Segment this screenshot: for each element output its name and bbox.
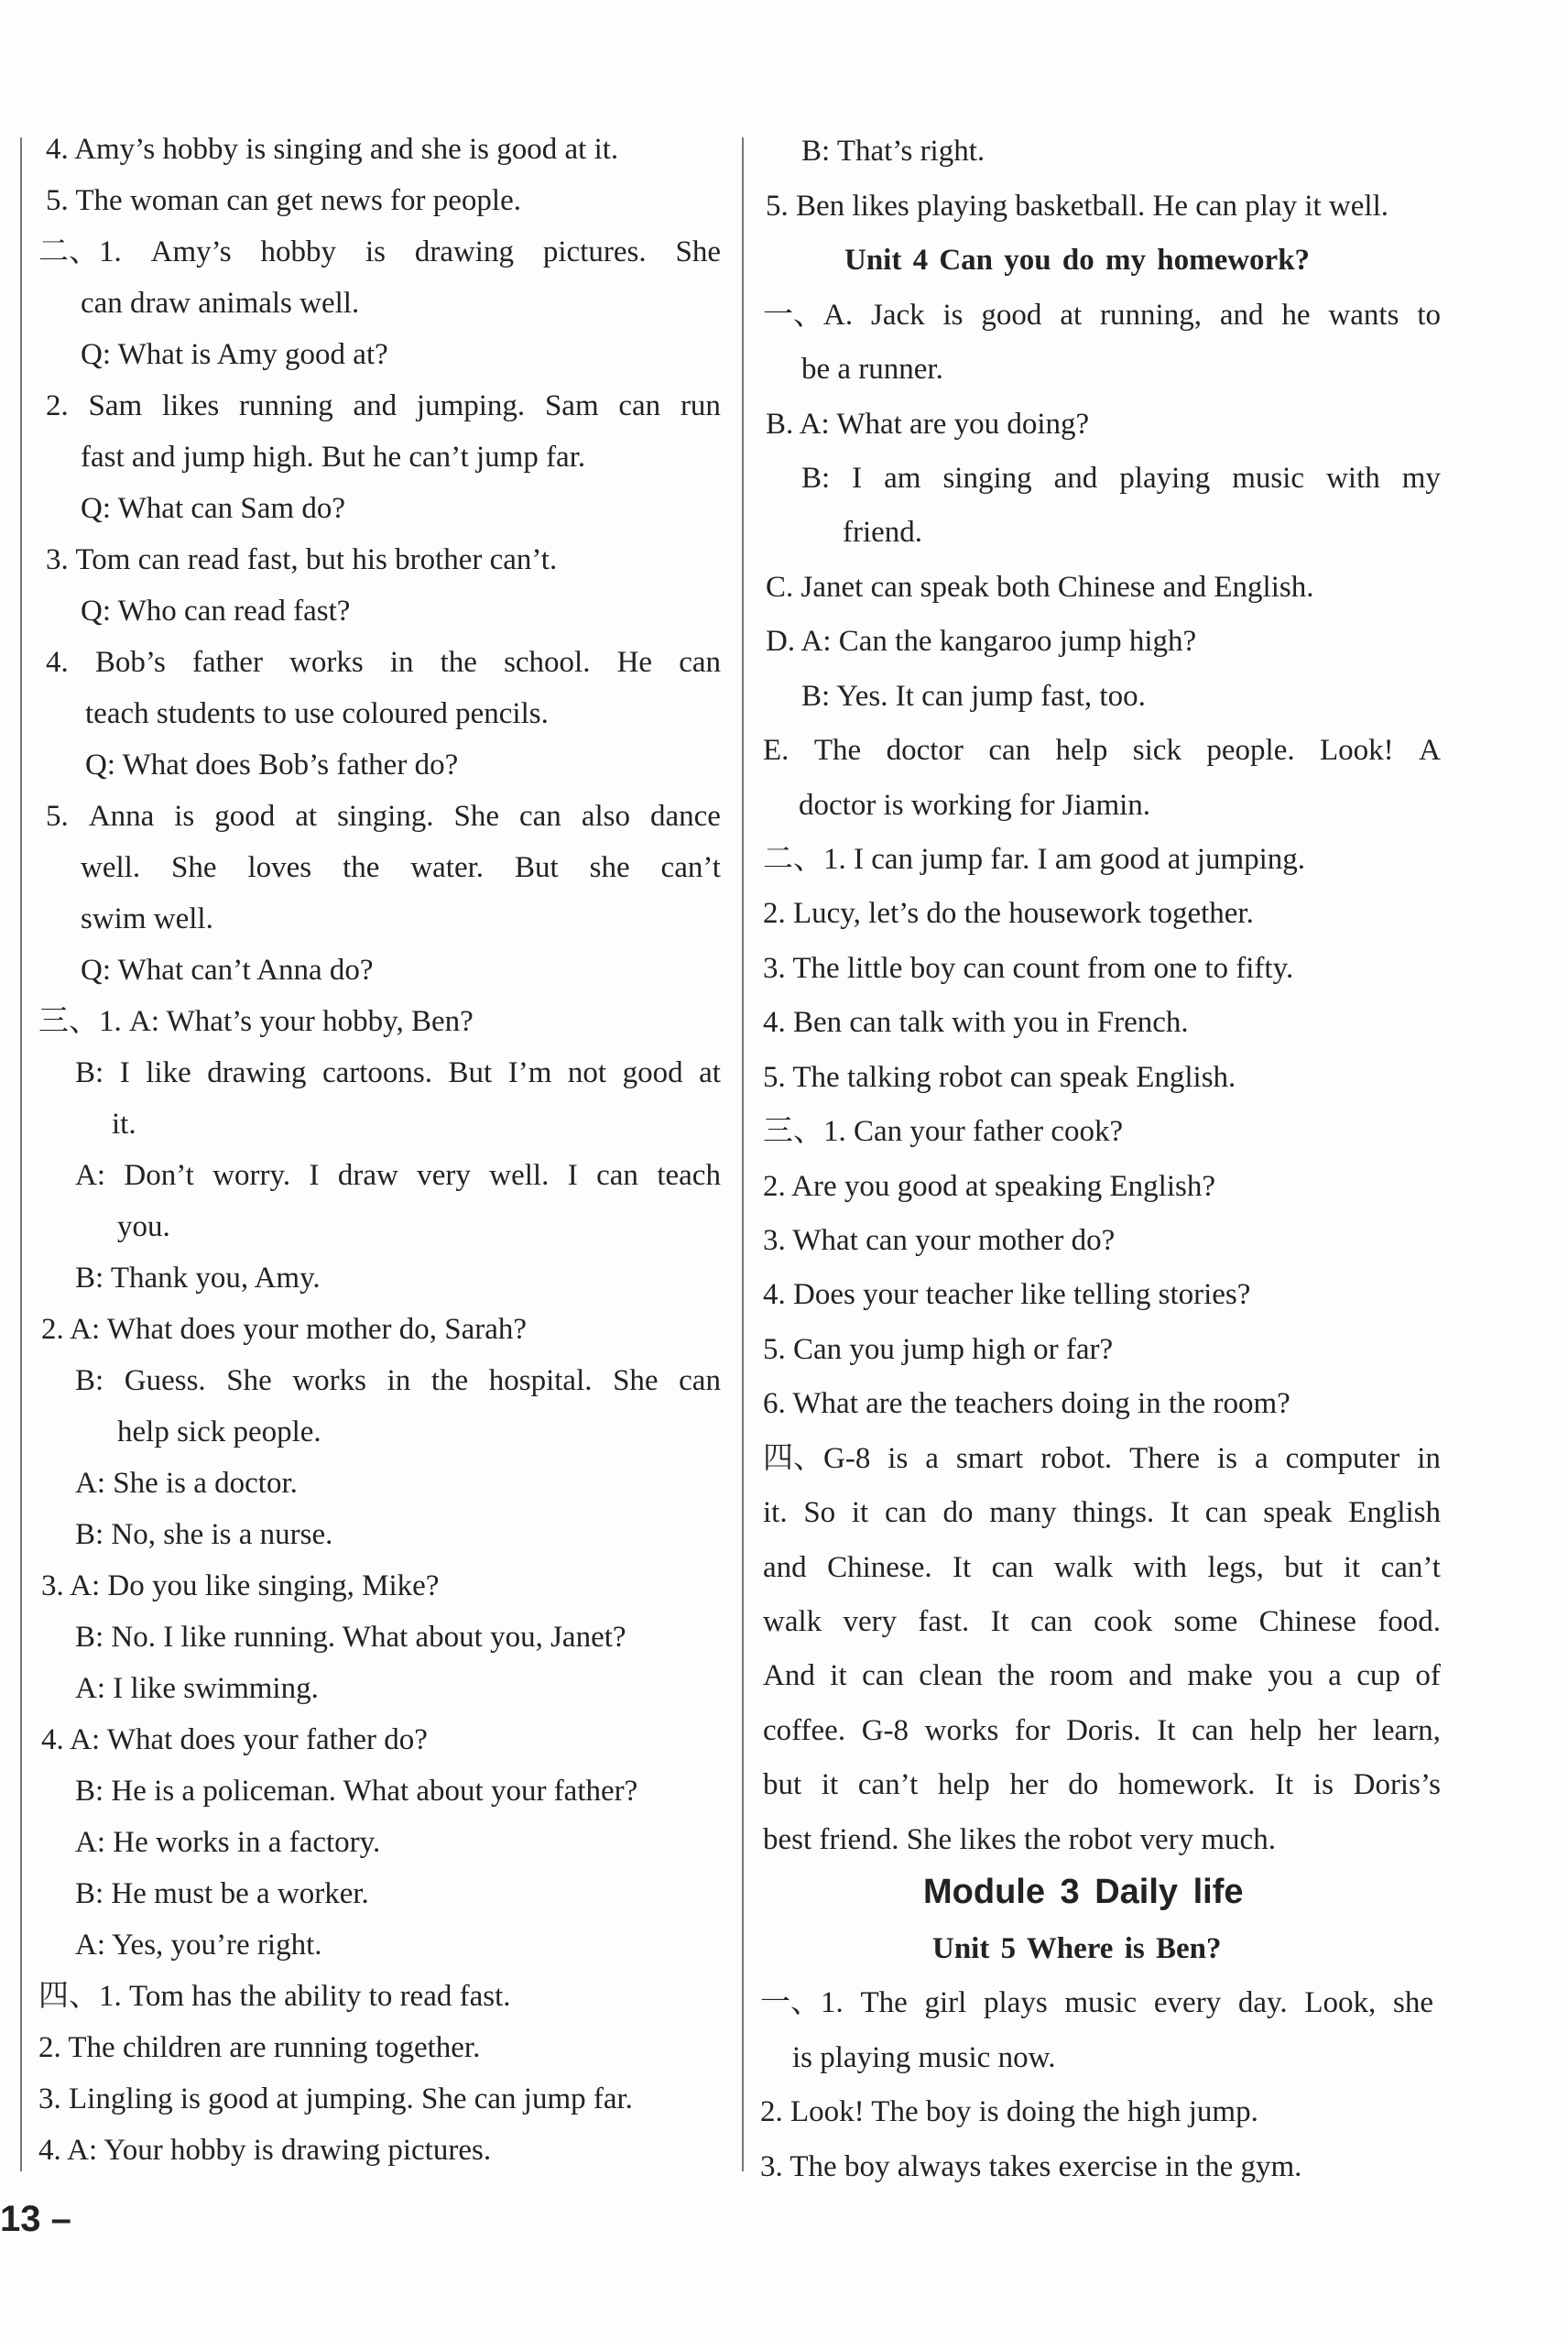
word: wants xyxy=(1328,299,1399,332)
word: at xyxy=(295,800,318,833)
word: drawing xyxy=(414,235,514,268)
word: I xyxy=(852,462,863,495)
word: teach xyxy=(657,1159,721,1192)
word: like xyxy=(146,1056,191,1089)
text-line: 2. Are you good at speaking English? xyxy=(763,1170,1216,1203)
word: it. xyxy=(763,1496,788,1529)
word: very xyxy=(417,1159,471,1192)
word: in xyxy=(389,646,414,679)
module-heading: Module 3 Daily life xyxy=(923,1873,1244,1911)
word: school. xyxy=(504,646,591,679)
word: walk xyxy=(763,1605,822,1638)
text-line: 4. Does your teacher like telling stories? xyxy=(763,1278,1251,1311)
word: can’t xyxy=(1380,1551,1441,1584)
word: can xyxy=(988,734,1031,767)
text-line xyxy=(763,1440,1441,1477)
word: 4. xyxy=(46,646,69,679)
word: very xyxy=(843,1605,898,1638)
word: can xyxy=(1192,1714,1234,1747)
word: jumping. xyxy=(416,389,526,422)
word: make xyxy=(1187,1659,1253,1692)
text-line xyxy=(760,1984,1433,2021)
word: the xyxy=(430,1364,469,1397)
text-line: teach students to use coloured pencils. xyxy=(85,697,549,730)
column-divider xyxy=(742,137,744,2171)
text-line xyxy=(763,297,1441,333)
word: She xyxy=(226,1364,272,1397)
word: for xyxy=(1014,1714,1051,1747)
word: hospital. xyxy=(488,1364,593,1397)
word: father xyxy=(192,646,263,679)
word: her xyxy=(1317,1714,1357,1747)
word: Sam xyxy=(544,389,599,422)
text-line xyxy=(763,732,1441,769)
word: a xyxy=(1328,1659,1342,1692)
word: is xyxy=(174,800,195,833)
word: He xyxy=(616,646,653,679)
word: and xyxy=(353,389,397,422)
word: you xyxy=(1268,1659,1313,1692)
word: works xyxy=(292,1364,367,1397)
word: can xyxy=(1204,1496,1247,1529)
unit-heading: Unit 5 Where is Ben? xyxy=(932,1932,1222,1965)
word: help xyxy=(1249,1714,1302,1747)
word: It xyxy=(1170,1496,1190,1529)
word: with xyxy=(1133,1551,1188,1584)
text-line: swim well. xyxy=(81,902,213,935)
word: it xyxy=(851,1496,869,1529)
word: It xyxy=(953,1551,972,1584)
word: not xyxy=(567,1056,607,1089)
word: smart xyxy=(955,1442,1024,1475)
word: sick xyxy=(1132,734,1181,767)
word: Don’t xyxy=(124,1159,194,1192)
word: the xyxy=(997,1659,1035,1692)
word: and xyxy=(1128,1659,1172,1692)
text-line xyxy=(38,234,721,270)
text-line xyxy=(81,849,721,886)
word: Look, xyxy=(1304,1986,1377,2019)
text-line: 2. Look! The boy is doing the high jump. xyxy=(760,2095,1258,2128)
text-line xyxy=(801,460,1441,497)
text-line: B: Thank you, Amy. xyxy=(75,1262,321,1295)
text-line xyxy=(763,1766,1441,1803)
word: can xyxy=(679,1364,721,1397)
text-line: B: He is a policeman. What about your father? xyxy=(75,1775,638,1808)
text-line: 4. A: Your hobby is drawing pictures. xyxy=(38,2134,492,2167)
text-line: 4. Amy’s hobby is singing and she is good at it. xyxy=(46,133,619,166)
text-line: A: She is a doctor. xyxy=(75,1467,298,1500)
word: can xyxy=(519,800,561,833)
word: food. xyxy=(1377,1605,1441,1638)
word: English xyxy=(1348,1496,1441,1529)
word: can xyxy=(991,1551,1034,1584)
word: coffee. xyxy=(763,1714,846,1747)
word: It xyxy=(1157,1714,1176,1747)
text-line xyxy=(46,798,721,835)
text-line: you. xyxy=(117,1210,170,1243)
text-line: 5. Ben likes playing basketball. He can play it well. xyxy=(766,190,1388,223)
text-line: 4. Ben can talk with you in French. xyxy=(763,1006,1189,1039)
word: Amy’s xyxy=(150,235,232,268)
word: Anna xyxy=(88,800,155,833)
word: but xyxy=(1284,1551,1323,1584)
page-number: 13 – xyxy=(0,2199,71,2239)
text-line: 2. Lucy, let’s do the housework together. xyxy=(763,897,1254,930)
text-line: 5. The woman can get news for people. xyxy=(46,184,521,217)
word: in xyxy=(387,1364,411,1397)
word: likes xyxy=(161,389,220,422)
word: is xyxy=(1312,1768,1334,1801)
text-line: Q: What can Sam do? xyxy=(81,492,345,525)
word: computer xyxy=(1285,1442,1400,1475)
word: G-8 xyxy=(861,1714,909,1747)
word: A: xyxy=(75,1159,105,1192)
word: can xyxy=(884,1496,927,1529)
word: walk xyxy=(1053,1551,1113,1584)
text-line: 3. The boy always takes exercise in the gym. xyxy=(760,2150,1302,2183)
word: speak xyxy=(1263,1496,1333,1529)
text-line: 5. The talking robot can speak English. xyxy=(763,1061,1236,1094)
word: and xyxy=(1053,462,1098,495)
word: B: xyxy=(75,1056,104,1089)
word: day. xyxy=(1237,1986,1288,2019)
word: people. xyxy=(1206,734,1295,767)
word: It xyxy=(1275,1768,1294,1801)
word: can xyxy=(679,646,721,679)
word: a xyxy=(1255,1442,1269,1475)
word: singing. xyxy=(337,800,434,833)
text-line: 3. Tom can read fast, but his brother can’t. xyxy=(46,543,558,576)
word: The xyxy=(813,734,862,767)
word: is xyxy=(887,1442,909,1475)
text-line: 4. A: What does your father do? xyxy=(41,1723,428,1756)
word: running xyxy=(239,389,333,422)
word: pictures. xyxy=(542,235,647,268)
word: many xyxy=(989,1496,1057,1529)
word: It xyxy=(990,1605,1009,1638)
word: She xyxy=(675,235,721,268)
word: can xyxy=(862,1659,904,1692)
text-line xyxy=(763,1494,1441,1531)
word: a xyxy=(925,1442,939,1475)
word: is xyxy=(1217,1442,1238,1475)
word: is xyxy=(365,235,386,268)
word: 一、A. xyxy=(763,299,854,332)
word: and xyxy=(763,1551,807,1584)
word: works xyxy=(924,1714,999,1747)
word: do xyxy=(1068,1768,1099,1801)
word: good xyxy=(214,800,276,833)
word: can xyxy=(618,389,661,422)
word: She xyxy=(453,800,500,833)
word: 二、1. xyxy=(38,235,122,268)
word: it xyxy=(821,1768,839,1801)
word: can xyxy=(1030,1605,1073,1638)
word: do xyxy=(942,1496,974,1529)
word: 一、1. xyxy=(760,1986,844,2019)
word: fast. xyxy=(918,1605,970,1638)
word: I xyxy=(119,1056,130,1089)
word: worry. xyxy=(212,1159,291,1192)
text-line xyxy=(763,1657,1441,1694)
word: girl xyxy=(924,1986,967,2019)
word: loves xyxy=(247,851,312,884)
word: music xyxy=(1232,462,1305,495)
word: help xyxy=(1055,734,1108,767)
word: it xyxy=(830,1659,847,1692)
word: Sam xyxy=(88,389,143,422)
text-line: Q: What does Bob’s father do? xyxy=(85,749,459,781)
text-line: B: That’s right. xyxy=(801,135,985,168)
text-line: A: Yes, you’re right. xyxy=(75,1929,322,1962)
word: The xyxy=(860,1986,908,2019)
text-line: 3. What can your mother do? xyxy=(763,1224,1116,1257)
word: dance xyxy=(649,800,721,833)
word: E. xyxy=(763,734,789,767)
word: she xyxy=(589,851,630,884)
word: So xyxy=(803,1496,836,1529)
text-line xyxy=(763,1712,1441,1749)
word: 四、G-8 xyxy=(763,1442,871,1475)
word: good xyxy=(981,299,1042,332)
word: help xyxy=(937,1768,990,1801)
word: A xyxy=(1419,734,1441,767)
word: 2. xyxy=(46,389,69,422)
word: plays xyxy=(984,1986,1048,2019)
left-margin-rule xyxy=(20,137,22,2171)
word: with xyxy=(1326,462,1380,495)
word: Look! xyxy=(1320,734,1394,767)
word: But xyxy=(514,851,559,884)
text-line: B: He must be a worker. xyxy=(75,1877,369,1910)
word: she xyxy=(1393,1986,1433,2019)
word: cup xyxy=(1356,1659,1400,1692)
word: well. xyxy=(489,1159,550,1192)
word: draw xyxy=(337,1159,398,1192)
text-line xyxy=(75,1055,721,1091)
text-line: C. Janet can speak both Chinese and English. xyxy=(766,571,1314,604)
text-line: 3. The little boy can count from one to fifty. xyxy=(763,952,1294,985)
text-line xyxy=(46,388,721,424)
word: And xyxy=(763,1659,815,1692)
text-line: B. A: What are you doing? xyxy=(766,408,1090,441)
word: it xyxy=(1343,1551,1361,1584)
word: water. xyxy=(410,851,485,884)
text-line: is playing music now. xyxy=(792,2041,1056,2074)
word: Bob’s xyxy=(94,646,166,679)
word: is xyxy=(942,299,964,332)
word: every xyxy=(1153,1986,1222,2019)
word: running, xyxy=(1100,299,1202,332)
word: the xyxy=(343,851,380,884)
text-line: 6. What are the teachers doing in the room? xyxy=(763,1387,1290,1420)
word: things. xyxy=(1073,1496,1155,1529)
text-line xyxy=(75,1157,721,1194)
word: singing xyxy=(942,462,1032,495)
text-line: Q: What is Amy good at? xyxy=(81,338,388,371)
text-line: A: I like swimming. xyxy=(75,1672,319,1705)
word: clean xyxy=(919,1659,983,1692)
word: but xyxy=(763,1768,802,1801)
word: am xyxy=(884,462,921,495)
word: of xyxy=(1415,1659,1441,1692)
word: some xyxy=(1173,1605,1238,1638)
word: Chinese. xyxy=(827,1551,932,1584)
word: I xyxy=(567,1159,578,1192)
word: B: xyxy=(75,1364,104,1397)
word: hobby xyxy=(260,235,337,268)
text-line: A: He works in a factory. xyxy=(75,1826,381,1859)
text-line: doctor is working for Jiamin. xyxy=(799,789,1151,822)
word: doctor xyxy=(886,734,964,767)
text-line: 2. The children are running together. xyxy=(38,2031,481,2064)
word: playing xyxy=(1119,462,1211,495)
text-line: be a runner. xyxy=(801,353,943,386)
word: the xyxy=(440,646,477,679)
text-line: best friend. She likes the robot very much. xyxy=(763,1823,1276,1856)
text-line: B: Yes. It can jump fast, too. xyxy=(801,680,1146,713)
text-line: B: No. I like running. What about you, Janet? xyxy=(75,1621,626,1654)
word: drawing xyxy=(207,1056,307,1089)
text-line: Q: Who can read fast? xyxy=(81,595,351,628)
text-line xyxy=(763,1549,1441,1586)
text-line: friend. xyxy=(843,516,923,549)
word: 5. xyxy=(46,800,69,833)
text-line: 四、1. Tom has the ability to read fast. xyxy=(38,1980,511,2013)
text-line: D. A: Can the kangaroo jump high? xyxy=(766,625,1197,658)
text-line xyxy=(46,644,721,681)
text-line: 二、1. I can jump far. I am good at jumping. xyxy=(763,843,1306,876)
word: music xyxy=(1064,1986,1138,2019)
text-line xyxy=(763,1603,1441,1640)
word: good xyxy=(622,1056,683,1089)
word: and xyxy=(1219,299,1264,332)
text-line: B: No, she is a nurse. xyxy=(75,1518,333,1551)
word: in xyxy=(1417,1442,1441,1475)
word: I’m xyxy=(507,1056,552,1089)
word: to xyxy=(1417,299,1441,332)
word: can’t xyxy=(660,851,721,884)
text-line xyxy=(75,1362,721,1399)
word: my xyxy=(1401,462,1441,495)
text-line: Q: What can’t Anna do? xyxy=(81,954,374,987)
word: robot. xyxy=(1040,1442,1113,1475)
word: But xyxy=(448,1056,493,1089)
word: at xyxy=(1060,299,1083,332)
word: can’t xyxy=(857,1768,919,1801)
word: Guess. xyxy=(124,1364,206,1397)
word: There xyxy=(1129,1442,1201,1475)
word: at xyxy=(699,1056,721,1089)
word: he xyxy=(1281,299,1311,332)
word: She xyxy=(613,1364,659,1397)
word: homework. xyxy=(1117,1768,1256,1801)
word: learn, xyxy=(1372,1714,1441,1747)
text-line: 三、1. Can your father cook? xyxy=(763,1115,1124,1148)
word: her xyxy=(1009,1768,1049,1801)
word: She xyxy=(171,851,217,884)
text-line: 2. A: What does your mother do, Sarah? xyxy=(41,1313,528,1346)
word: well. xyxy=(81,851,141,884)
text-line: it. xyxy=(112,1108,136,1141)
word: can xyxy=(596,1159,638,1192)
unit-heading: Unit 4 Can you do my homework? xyxy=(844,244,1311,277)
word: Doris’s xyxy=(1353,1768,1441,1801)
word: cook xyxy=(1094,1605,1153,1638)
text-line: can draw animals well. xyxy=(81,287,360,320)
word: legs, xyxy=(1207,1551,1264,1584)
word: I xyxy=(309,1159,320,1192)
word: works xyxy=(289,646,364,679)
text-line: 三、1. A: What’s your hobby, Ben? xyxy=(38,1005,474,1038)
word: run xyxy=(680,389,721,422)
word: Chinese xyxy=(1258,1605,1356,1638)
text-line: 3. Lingling is good at jumping. She can jump far. xyxy=(38,2082,633,2115)
word: Doris. xyxy=(1066,1714,1141,1747)
word: B: xyxy=(801,462,831,495)
word: also xyxy=(581,800,630,833)
word: room xyxy=(1050,1659,1114,1692)
text-line: fast and jump high. But he can’t jump far. xyxy=(81,441,586,474)
text-line: help sick people. xyxy=(117,1415,321,1448)
word: cartoons. xyxy=(321,1056,432,1089)
text-line: 3. A: Do you like singing, Mike? xyxy=(41,1569,440,1602)
text-line: 5. Can you jump high or far? xyxy=(763,1333,1114,1366)
word: Jack xyxy=(870,299,925,332)
